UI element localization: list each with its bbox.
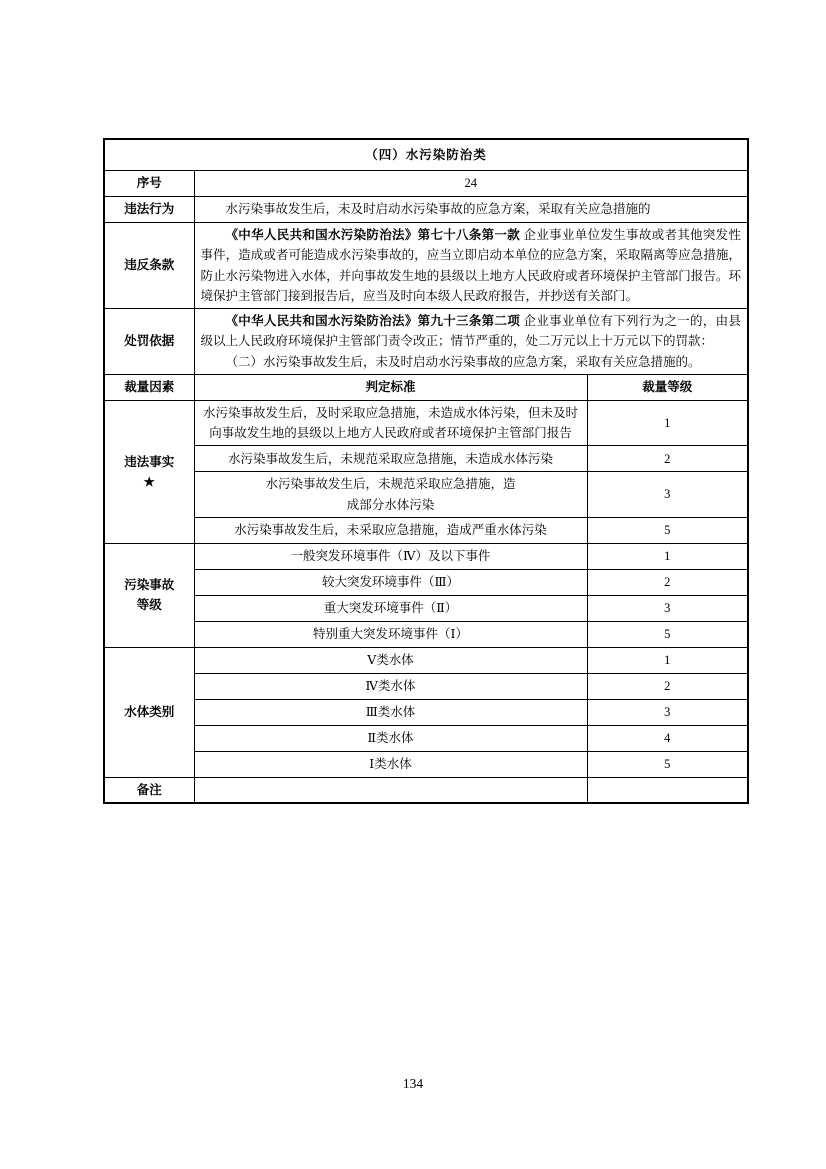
page-number: 134 [402,1076,424,1091]
facts-criteria-4: 水污染事故发生后，未采取应急措施，造成严重水体污染 [194,517,587,543]
water-label-cell [104,647,194,777]
violated-clause-text: 企业事业单位发生事故或者其他突发性事件，造成或者可能造成水污染事故的，应当立即启动本单位的应急方案，采取隔离等应急措施，防止水污染物进入水体，并向事故发生地的县级以上地方人民政府或者环境保护主管部门报告。环境保护主管部门接到报告后，应当及时向本级人民政府报告，并抄送有关部门。 [200,228,741,303]
penalty-basis-text: 企业事业单位有下列行为之一的，由县级以上人民政府环境保护主管部门责令改正；情节严重的，处二万元以上十万元以下的罚款： [200,314,741,349]
row-violated-clause [104,223,748,309]
penalty-basis-paragraph [201,311,742,352]
header-criteria: 判定标准 [194,374,587,400]
serial-value: 24 [194,171,748,197]
facts-level-3: 3 [587,472,748,518]
facts-criteria-3: 水污染事故发生后，未规范采取应急措施，造成部分水体污染 [194,472,587,518]
table-title: （四）水污染防治类 [104,139,748,171]
accident-label-cell [104,543,194,647]
facts-criteria-2: 水污染事故发生后，未规范采取应急措施，未造成水体污染 [194,446,587,472]
row-penalty-basis [104,309,748,375]
row-water-5 [104,751,748,777]
row-water-3 [104,699,748,725]
penalty-basis-item: （二）水污染事故发生后，未及时启动水污染事故的应急方案，采取有关应急措施的。 [225,354,701,369]
row-illegal-act [104,197,748,223]
facts-label-cell [104,400,194,543]
accident-level-4: 5 [587,621,748,647]
facts-star: ★ [143,474,155,489]
illegal-act-value [194,197,748,223]
water-level-5: 5 [587,751,748,777]
penalty-basis-label: 处罚依据 [104,309,194,375]
violated-clause-value [194,223,748,309]
row-title [104,139,748,171]
accident-criteria-3: 重大突发环境事件（Ⅱ） [194,595,587,621]
row-facts-4 [104,517,748,543]
water-criteria-2: Ⅳ类水体 [194,673,587,699]
water-label: 水体类别 [124,705,175,720]
row-water-2 [104,673,748,699]
facts-level-4: 5 [587,517,748,543]
accident-criteria-1: 一般突发环境事件（Ⅳ）及以下事件 [194,543,587,569]
facts-level-2: 2 [587,446,748,472]
facts-label: 违法事实 [124,454,175,469]
row-water-4 [104,725,748,751]
row-water-1 [104,647,748,673]
facts-level-1: 1 [587,400,748,446]
violated-clause-citation: 《中华人民共和国水污染防治法》第七十八条第一款 [225,228,521,242]
water-criteria-4: Ⅱ类水体 [194,725,587,751]
row-facts-3 [104,472,748,518]
remark-criteria-cell [194,777,587,803]
water-criteria-1: Ⅴ类水体 [194,647,587,673]
penalty-basis-value [194,309,748,375]
row-serial [104,171,748,197]
law-discretion-table [103,138,749,804]
illegal-act-text: 水污染事故发生后，未及时启动水污染事故的应急方案，采取有关应急措施的 [225,202,651,217]
water-level-4: 4 [587,725,748,751]
accident-criteria-4: 特别重大突发环境事件（Ⅰ） [194,621,587,647]
illegal-act-label: 违法行为 [104,197,194,223]
remark-label: 备注 [104,777,194,803]
violated-clause-label: 违反条款 [104,223,194,309]
row-accident-2 [104,569,748,595]
accident-level-2: 2 [587,569,748,595]
row-remark [104,777,748,803]
row-accident-4 [104,621,748,647]
header-level: 裁量等级 [587,374,748,400]
penalty-basis-citation: 《中华人民共和国水污染防治法》第九十三条第二项 [225,314,521,328]
violated-clause-paragraph [201,225,742,306]
row-accident-3 [104,595,748,621]
accident-level-1: 1 [587,543,748,569]
row-facts-1 [104,400,748,446]
row-accident-1 [104,543,748,569]
row-facts-2 [104,446,748,472]
water-level-3: 3 [587,699,748,725]
water-level-1: 1 [587,647,748,673]
remark-level-cell [587,777,748,803]
facts-criteria-1: 水污染事故发生后，及时采取应急措施，未造成水体污染，但未及时向事故发生地的县级以上地方人民政府或者环境保护主管部门报告 [194,400,587,446]
row-criteria-header [104,374,748,400]
accident-label: 污染事故等级 [124,578,175,613]
serial-label: 序号 [104,171,194,197]
water-level-2: 2 [587,673,748,699]
accident-level-3: 3 [587,595,748,621]
water-criteria-3: Ⅲ类水体 [194,699,587,725]
accident-criteria-2: 较大突发环境事件（Ⅲ） [194,569,587,595]
water-criteria-5: Ⅰ类水体 [194,751,587,777]
header-factor: 裁量因素 [104,374,194,400]
